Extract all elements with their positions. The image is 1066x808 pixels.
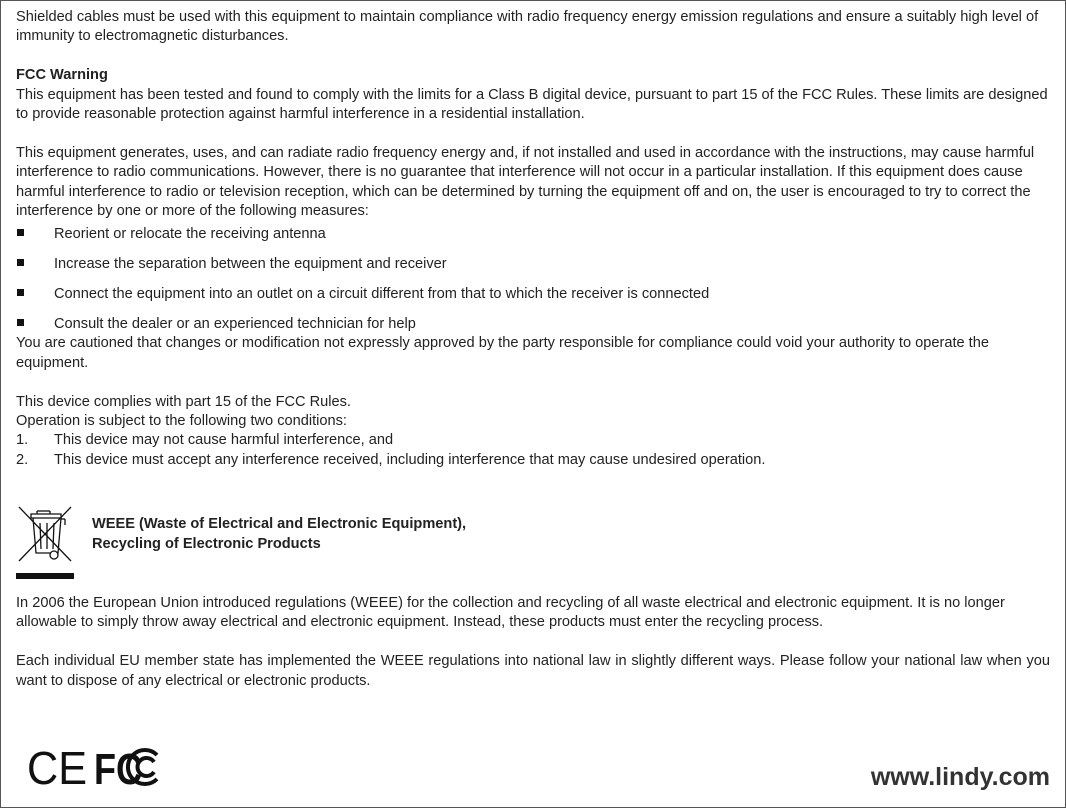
list-item: Increase the separation between the equipment and receiver: [16, 254, 1050, 280]
ce-mark-text: CE: [27, 743, 87, 791]
bullet-square-icon: [17, 319, 24, 326]
fcc-logo-icon: [94, 743, 162, 791]
ce-mark-icon: [27, 743, 89, 791]
modification-caution: You are cautioned that changes or modification not expressly approved by the party responsible for compliance could void your authority to operate the equipment.: [16, 335, 989, 371]
bullet-square-icon: [17, 259, 24, 266]
fcc-class-b-paragraph: This equipment has been tested and found to comply with the limits for a Class B digital device, pursuant to part 15 of the FCC Rules. These limits are designed to provide reasonable protection against harmful interference in a residential installation.: [16, 86, 1048, 123]
weee-regulation-paragraph: In 2006 the European Union introduced regulations (WEEE) for the collection and recycling of all waste electrical and electronic equipment. It is no longer allowable to simply throw away electrical and electronic equipment. Instead, these products must enter the recycling process.: [16, 595, 1005, 631]
list-item: Consult the dealer or an experienced technician for help: [16, 314, 1050, 334]
interference-measures-list: [16, 224, 1050, 334]
conditions-list: [16, 431, 1050, 470]
list-item: 1. This device may not cause harmful interference, and: [16, 432, 394, 449]
conditions-intro: Operation is subject to the following two conditions:: [16, 413, 347, 430]
bullet-square-icon: [17, 289, 24, 296]
regulatory-text: [16, 8, 1050, 470]
crossed-out-wheelie-bin-icon: [16, 505, 74, 581]
fcc-interference-paragraph: This equipment generates, uses, and can radiate radio frequency energy and, if not installed and used in accordance with the instructions, may cause harmful interference to radio communications. However, there is no guarantee that interference will not occur in a particular installation. If this equipment does cause harmful interference to radio or television reception, which can be determined by turning the equipment off and on, the user is encouraged to try to correct the interference by one or more of the following measures:: [16, 144, 1035, 220]
shielded-cables-notice: Shielded cables must be used with this equipment to maintain compliance with radio frequency energy emission regulations and ensure a suitably high level of immunity to electromagnetic disturbances.: [16, 9, 1039, 45]
fcc-logo-text: FC: [94, 745, 142, 791]
list-item: Connect the equipment into an outlet on a circuit different from that to which the receiver is connected: [16, 284, 1050, 310]
fcc-warning-heading: FCC Warning: [16, 67, 108, 84]
part15-compliance: This device complies with part 15 of the FCC Rules.: [16, 393, 351, 410]
weee-national-law-paragraph: Each individual EU member state has implemented the WEEE regulations into national law in slightly different ways. Please follow your national law when you want to dispose of any electrical or electronic products.: [16, 653, 1050, 689]
website-url: www.lindy.com: [870, 763, 1050, 791]
bullet-square-icon: [17, 229, 24, 236]
list-item: 2. This device must accept any interference received, including interference that may cause undesired operation.: [16, 451, 766, 468]
list-item: Reorient or relocate the receiving antenna: [16, 224, 1050, 250]
weee-text: [16, 594, 1050, 691]
weee-header: [16, 505, 616, 581]
weee-title: WEEE (Waste of Electrical and Electronic Equipment), Recycling of Electronic Products: [92, 516, 467, 552]
